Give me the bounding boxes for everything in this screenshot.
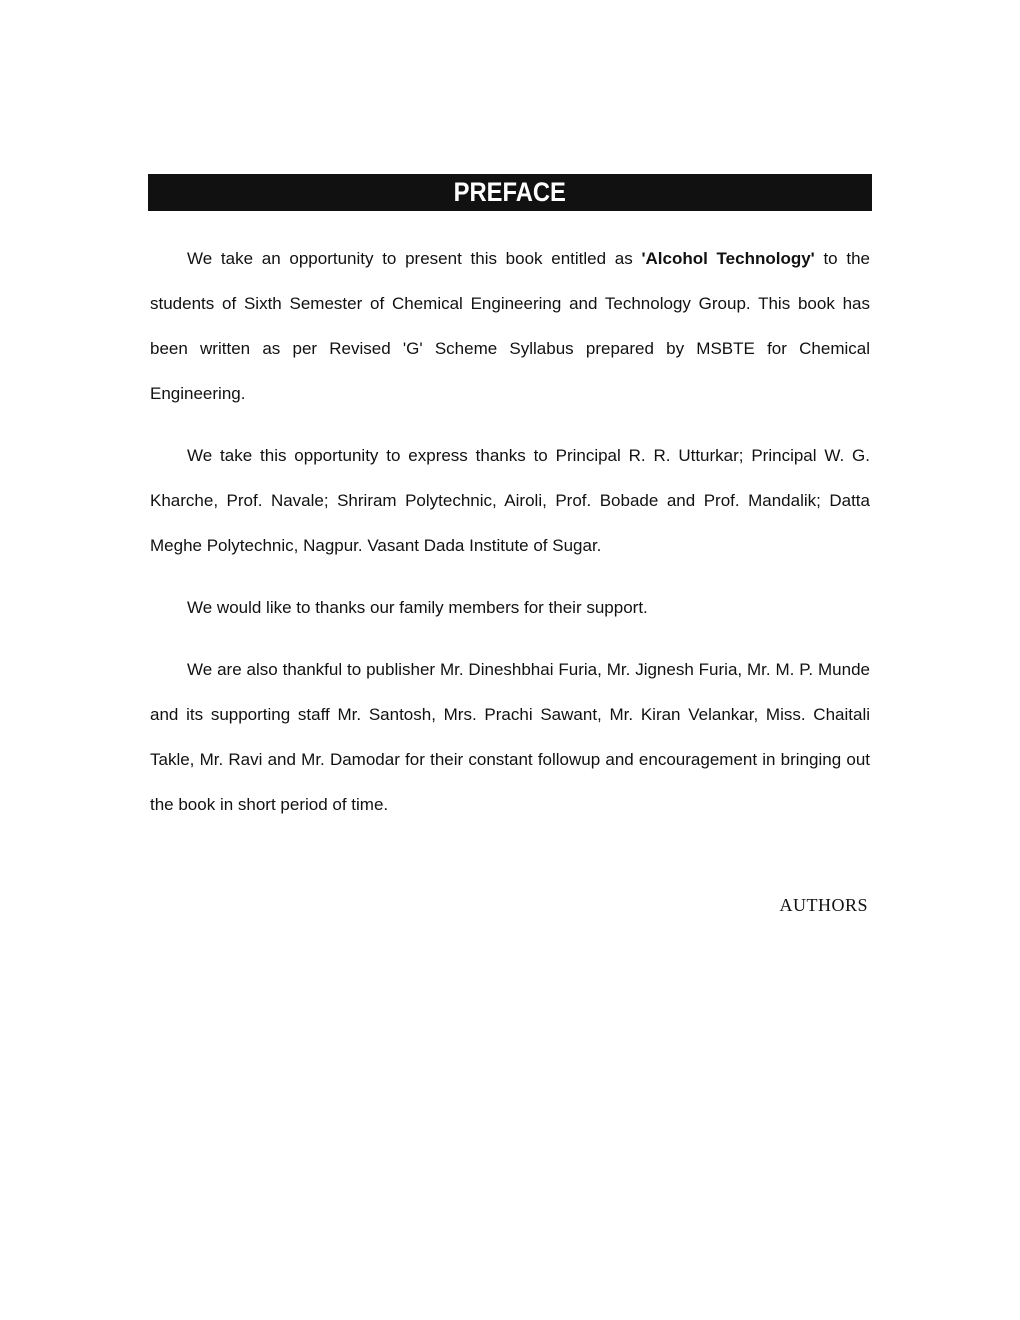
title-bar [148, 174, 872, 211]
book-title: 'Alcohol Technology' [641, 249, 815, 268]
page-title: PREFACE [453, 177, 567, 207]
preface-page [148, 174, 872, 916]
paragraph-thanks-family: We would like to thanks our family members for their support. [187, 598, 648, 617]
paragraph-intro [150, 236, 870, 416]
intro-text-start: We take an opportunity to present this book entitled as [187, 249, 642, 268]
preface-body [148, 236, 872, 916]
paragraph-thanks-publisher: We are also thankful to publisher Mr. Dineshbhai Furia, Mr. Jignesh Furia, Mr. M. P. Munde and its supporting staff Mr. Santosh, Mrs. Prachi Sawant, Mr. Kiran Velankar, Miss. Chaitali Takle, Mr. Ravi and Mr. Damodar for their constant followup and encouragement in bringing out the book in short period of time. [150, 660, 870, 814]
authors-signature: AUTHORS [779, 895, 868, 915]
intro-text-end: to the students of Sixth Semester of Chemical Engineering and Technology Group. This book has been written as per Revised 'G' Scheme Syllabus prepared by MSBTE for Chemical Engineering. [150, 249, 870, 403]
paragraph-thanks-principals: We take this opportunity to express thanks to Principal R. R. Utturkar; Principal W. G. Kharche, Prof. Navale; Shriram Polytechnic, Airoli, Prof. Bobade and Prof. Mandalik; Datta Meghe Polytechnic, Nagpur. Vasant Dada Institute of Sugar. [150, 446, 870, 555]
